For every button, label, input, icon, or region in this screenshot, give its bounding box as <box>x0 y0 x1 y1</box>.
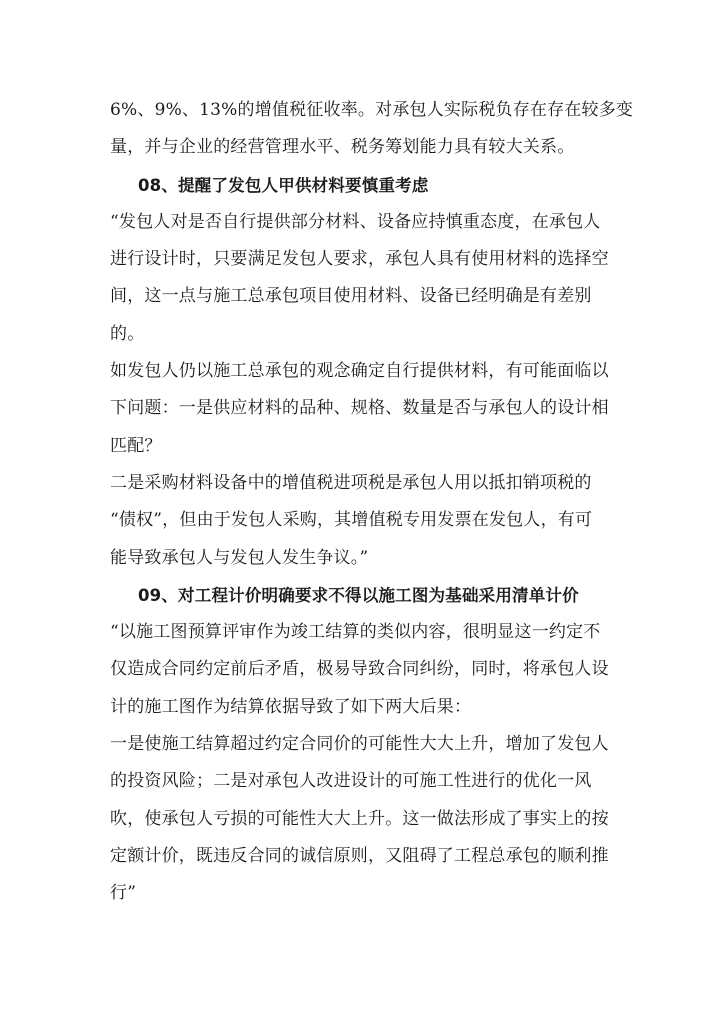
text-line: 能导致承包人与发包人发生争议。” <box>110 547 369 568</box>
text-line: 6%、9%、13%的增值税征收率。对承包人实际税负存在存在较多变 <box>110 100 634 120</box>
text-line: 一是使施工结算超过约定合同价的可能性大大上升，增加了发包人 <box>110 734 609 755</box>
text-line: 吹，使承包人亏损的可能性大大上升。这一做法形成了事实上的按 <box>110 808 609 829</box>
text-line: 进行设计时，只要满足发包人要求，承包人具有使用材料的选择空 <box>110 249 609 270</box>
text-line: 仅造成合同约定前后矛盾，极易导致合同纠纷，同时，将承包人设 <box>110 659 609 680</box>
section-heading-09: 09、对工程计价明确要求不得以施工图为基础采用清单计价 <box>138 585 579 605</box>
section-heading-08: 08、提醒了发包人甲供材料要慎重考虑 <box>138 175 429 195</box>
text-line: 的。 <box>110 323 145 344</box>
text-line: 量，并与企业的经营管理水平、税务筹划能力具有较大关系。 <box>110 137 575 158</box>
text-line: 二是采购材料设备中的增值税进项税是承包人用以抵扣销项税的 <box>110 472 592 493</box>
text-line: 的投资风险；二是对承包人改进设计的可施工性进行的优化一风 <box>110 771 592 792</box>
text-line: 如发包人仍以施工总承包的观念确定自行提供材料，有可能面临以 <box>110 361 609 382</box>
text-line: 匹配？ <box>110 435 162 456</box>
text-line: “以施工图预算评审作为竣工结算的类似内容，很明显这一约定不 <box>110 622 601 643</box>
text-line: 间，这一点与施工总承包项目使用材料、设备已经明确是有差别 <box>110 286 592 307</box>
text-line: “债权”，但由于发包人采购，其增值税专用发票在发包人，有可 <box>110 510 593 531</box>
text-line: 行” <box>110 883 137 904</box>
document-page <box>110 92 634 913</box>
text-line: 下问题：一是供应材料的品种、规格、数量是否与承包人的设计相 <box>110 398 609 419</box>
text-line: “发包人对是否自行提供部分材料、设备应持慎重态度，在承包人 <box>110 211 601 232</box>
text-line: 计的施工图作为结算依据导致了如下两大后果： <box>110 696 472 717</box>
text-line: 定额计价，既违反合同的诚信原则，又阻碍了工程总承包的顺利推 <box>110 845 609 866</box>
